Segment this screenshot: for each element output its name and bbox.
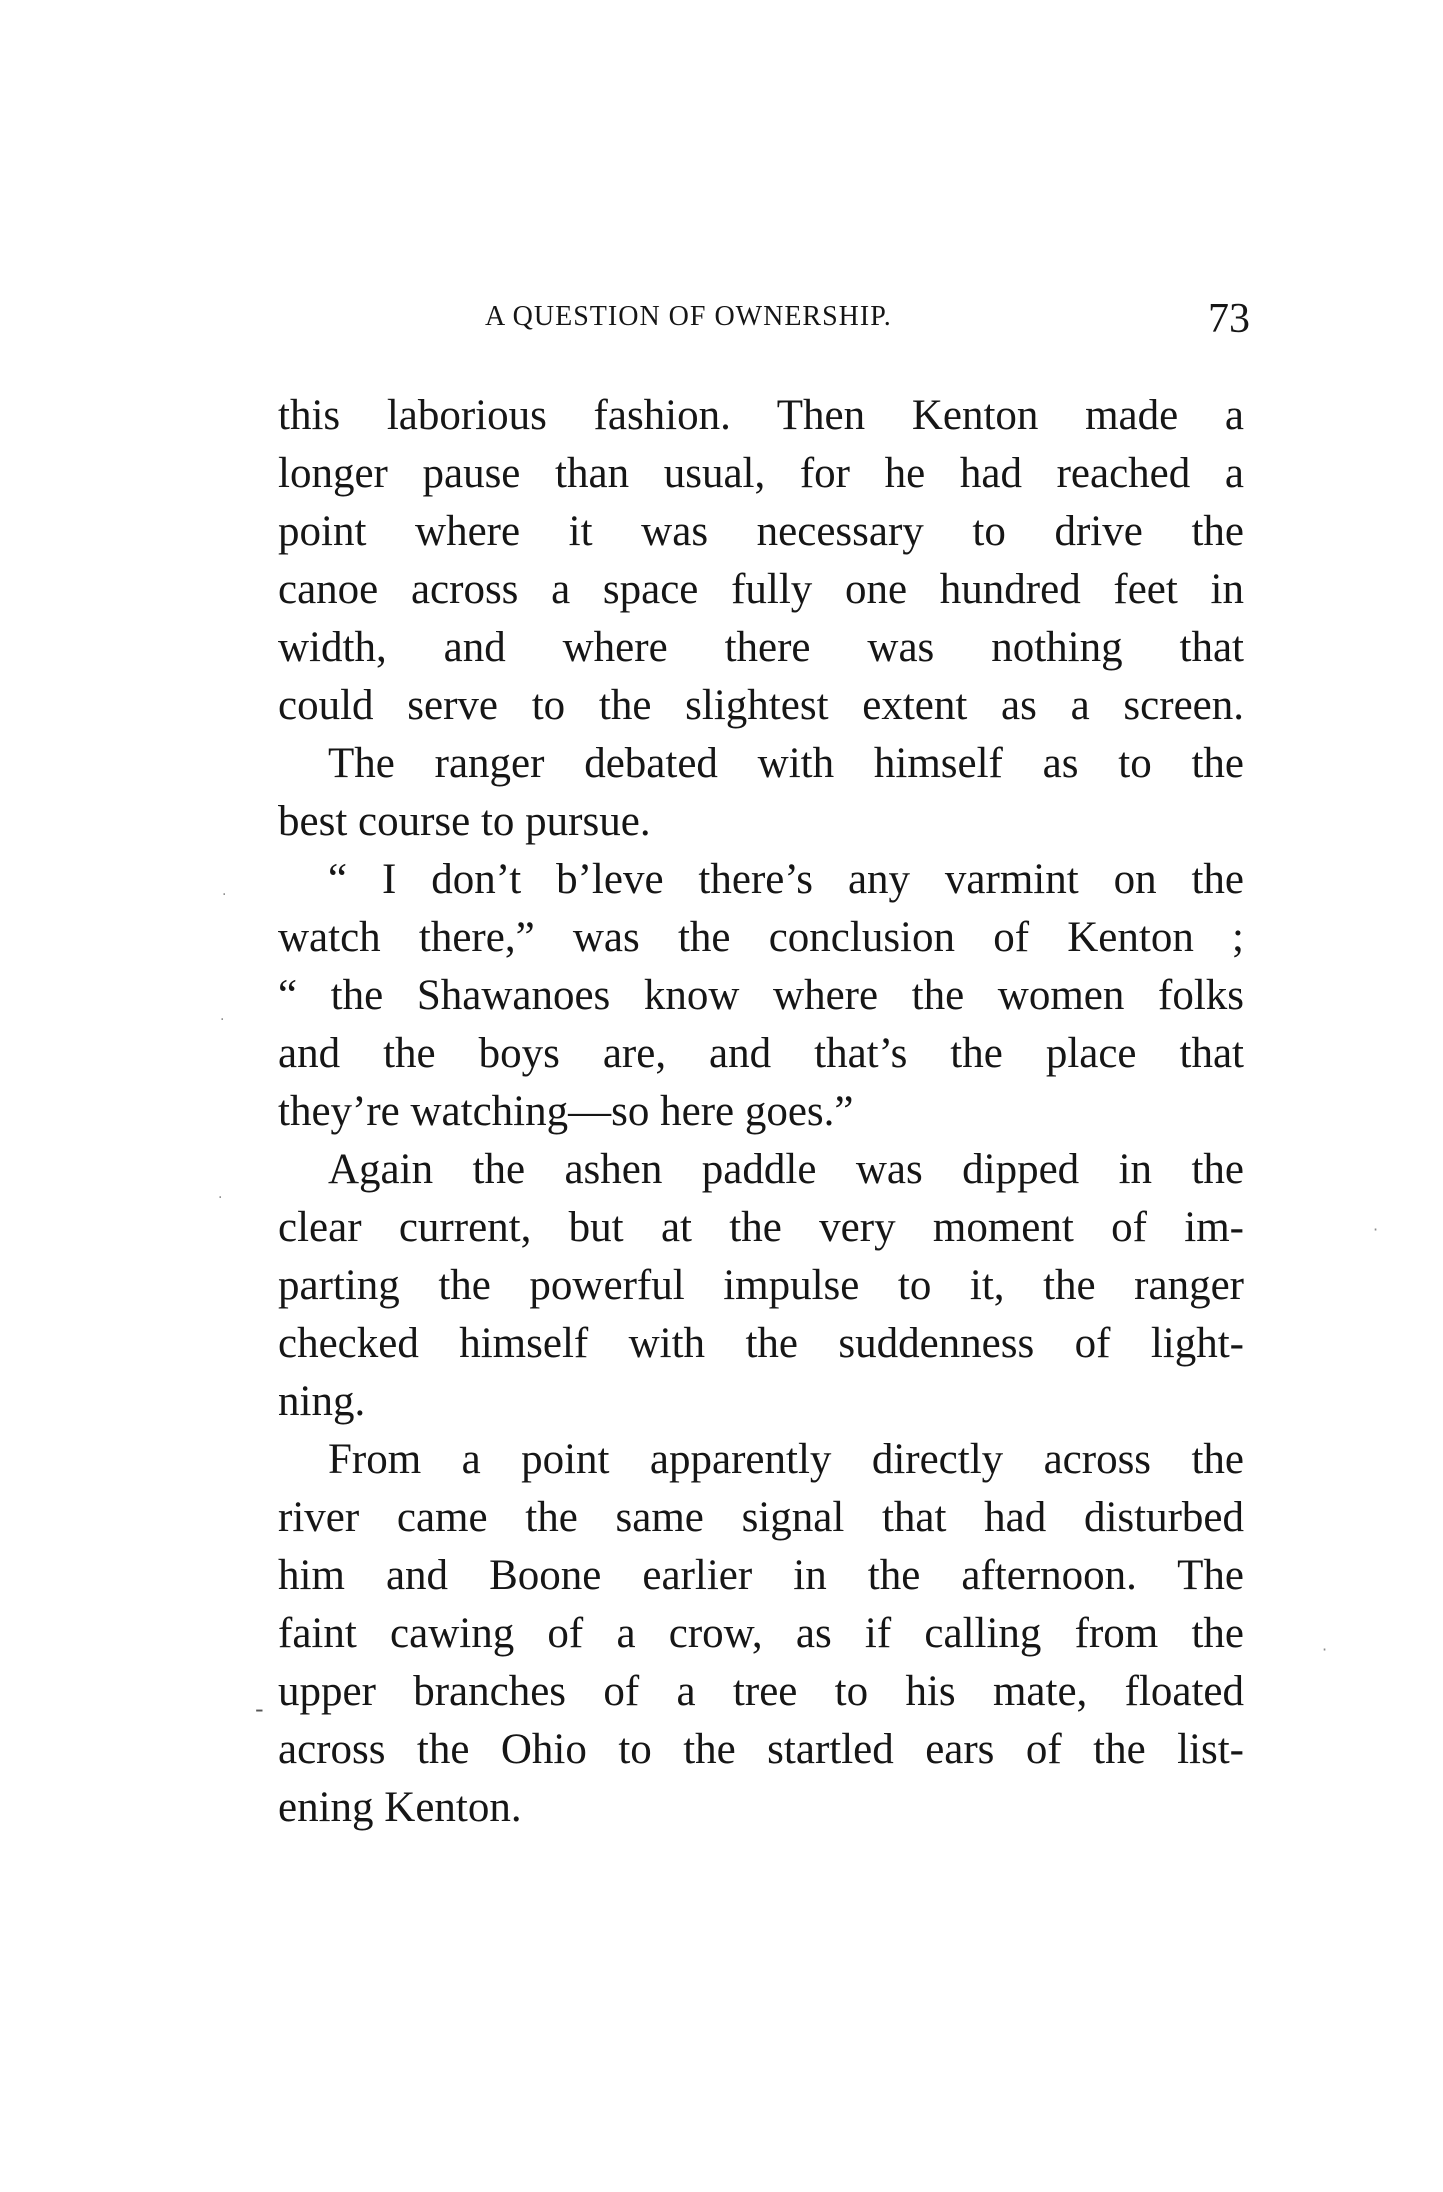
text-line: they’re watching—so here goes.” <box>278 1088 854 1135</box>
text-line: ning. <box>278 1378 366 1425</box>
text-line: river came the same signal that had disturbed <box>278 1494 1244 1541</box>
text-line: longer pause than usual, for he had reached a <box>278 450 1244 497</box>
text-line: parting the powerful impulse to it, the ranger <box>278 1262 1244 1309</box>
text-line: Again the ashen paddle was dipped in the <box>328 1146 1244 1193</box>
margin-speck: · <box>1373 1220 1379 1239</box>
text-line: this laborious fashion. Then Kenton made a <box>278 392 1244 439</box>
text-line: The ranger debated with himself as to the <box>328 740 1244 787</box>
text-line: could serve to the slightest extent as a screen. <box>278 682 1244 729</box>
text-line: across the Ohio to the startled ears of the list- <box>278 1726 1244 1773</box>
text-line: width, and where there was nothing that <box>278 624 1244 671</box>
text-line: “ I don’t b’leve there’s any varmint on the <box>328 856 1244 903</box>
margin-dash: - <box>255 1695 264 1723</box>
text-line: ening Kenton. <box>278 1784 522 1831</box>
running-title: A QUESTION OF OWNERSHIP. <box>485 301 892 332</box>
text-line: and the boys are, and that’s the place that <box>278 1030 1244 1077</box>
text-line: From a point apparently directly across the <box>328 1436 1244 1483</box>
text-line: point where it was necessary to drive the <box>278 508 1244 555</box>
text-line: upper branches of a tree to his mate, floated <box>278 1668 1244 1715</box>
text-line: best course to pursue. <box>278 798 651 845</box>
text-line: clear current, but at the very moment of im- <box>278 1204 1244 1251</box>
text-line: canoe across a space fully one hundred feet in <box>278 566 1244 613</box>
text-line: “ the Shawanoes know where the women folks <box>278 972 1244 1019</box>
margin-speck: · <box>1322 1640 1328 1659</box>
text-line: faint cawing of a crow, as if calling from the <box>278 1610 1244 1657</box>
text-line: him and Boone earlier in the afternoon. The <box>278 1552 1244 1599</box>
margin-speck: · <box>222 887 227 903</box>
margin-speck: · <box>218 1190 223 1206</box>
text-line: watch there,” was the conclusion of Kenton ; <box>278 914 1244 961</box>
margin-speck: · <box>220 1012 225 1028</box>
text-line: checked himself with the suddenness of light- <box>278 1320 1244 1367</box>
page-number: 73 <box>1208 296 1250 342</box>
